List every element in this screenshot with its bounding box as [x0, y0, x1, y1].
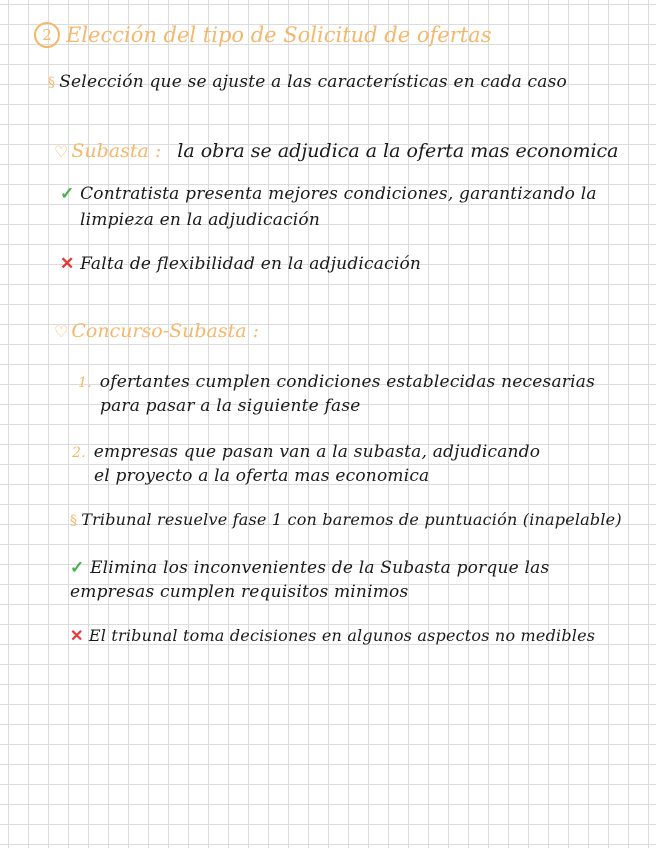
- subasta-pro-line2: limpieza en la adjudicación: [80, 210, 321, 230]
- step-text-line1: ofertantes cumplen condiciones establecidas necesarias: [99, 372, 595, 392]
- subasta-definition: la obra se adjudica a la oferta mas economica: [177, 140, 619, 162]
- subasta-con: [60, 254, 421, 274]
- concurso-step-1: [78, 372, 595, 392]
- concurso-pro-line2: empresas cumplen requisitos minimos: [70, 582, 409, 602]
- subasta-pro-line1: Contratista presenta mejores condiciones, garantizando la: [80, 184, 597, 204]
- concurso-pro-cont: [70, 582, 408, 602]
- concurso-step-1-cont: [100, 396, 361, 416]
- check-icon: ✓: [70, 558, 85, 578]
- concurso-step-2-cont: [94, 466, 429, 486]
- concurso-con-text: El tribunal toma decisiones en algunos aspectos no medibles: [88, 626, 596, 645]
- step-number: 1.: [78, 375, 92, 391]
- concurso-con: [70, 626, 595, 645]
- check-icon: ✓: [60, 184, 75, 204]
- step-text-line2: para pasar a la siguiente fase: [100, 396, 361, 416]
- heart-icon: ♡: [54, 322, 69, 341]
- section-title: Elección del tipo de Solicitud de ofertas: [66, 23, 492, 47]
- tribunal-text: Tribunal resuelve fase 1 con baremos de puntuación (inapelable): [81, 510, 622, 529]
- subasta-pro: [60, 184, 597, 204]
- step-number: 2.: [72, 445, 86, 461]
- subasta-con-text: Falta de flexibilidad en la adjudicación: [80, 254, 422, 274]
- cross-icon: ✕: [70, 626, 84, 645]
- section-number: 2: [34, 22, 60, 48]
- concurso-step-2: [72, 442, 540, 462]
- intro-text: Selección que se ajuste a las características en cada caso: [59, 72, 567, 92]
- heart-icon: ♡: [54, 142, 69, 161]
- intro-bullet: §: [48, 75, 56, 91]
- concurso-heading: [54, 320, 259, 342]
- section-heading: [34, 22, 491, 48]
- concurso-pro: [70, 558, 549, 578]
- concurso-pro-line1: Elimina los inconvenientes de la Subasta porque las: [90, 558, 550, 578]
- step-text-line1: empresas que pasan van a la subasta, adjudicando: [93, 442, 541, 462]
- cross-icon: ✕: [60, 254, 75, 274]
- subasta-heading: [54, 140, 619, 162]
- subasta-pro-cont: [80, 210, 320, 230]
- step-text-line2: el proyecto a la oferta mas economica: [94, 466, 430, 486]
- subasta-title: Subasta :: [71, 140, 162, 162]
- concurso-title: Concurso-Subasta :: [71, 320, 260, 342]
- intro-line: [48, 72, 567, 92]
- tribunal-line: [70, 510, 622, 529]
- tribunal-bullet: §: [70, 513, 78, 529]
